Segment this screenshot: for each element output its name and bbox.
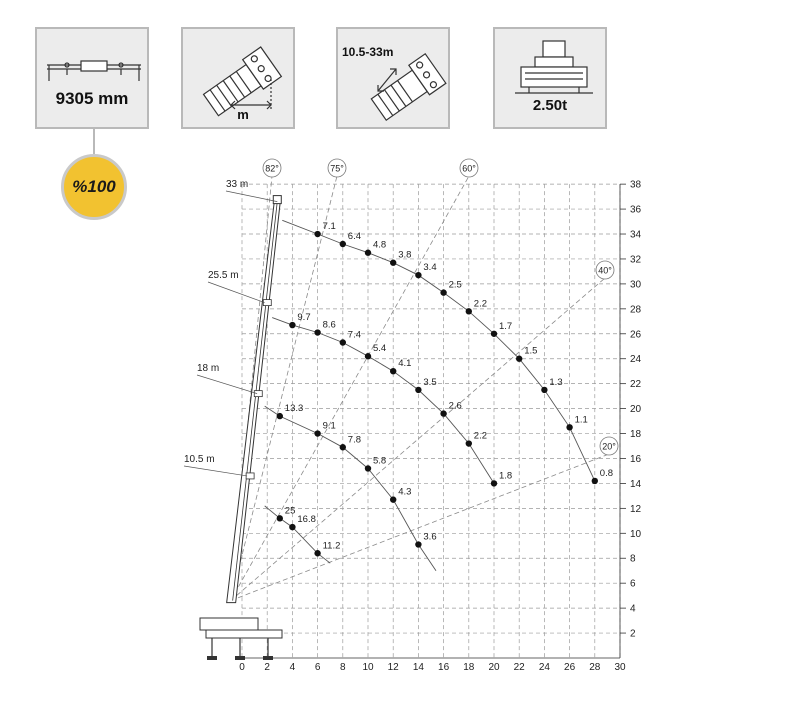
load-value-label: 5.4	[373, 343, 387, 355]
x-tick-label: 20	[488, 662, 500, 673]
load-value-label: 2.2	[473, 430, 488, 442]
load-point	[466, 308, 472, 314]
load-point	[415, 387, 421, 393]
y-tick-label: 24	[630, 354, 642, 366]
boom-length-leader	[208, 282, 265, 303]
load-point	[440, 289, 446, 295]
load-value-label: 2.6	[448, 400, 462, 412]
load-value-label: 1.8	[499, 470, 513, 482]
angle-label: 40°	[598, 265, 612, 276]
y-tick-label: 10	[630, 528, 642, 540]
load-point	[277, 515, 283, 521]
y-tick-label: 8	[630, 553, 636, 565]
y-tick-label: 20	[630, 404, 642, 416]
load-point	[314, 231, 320, 237]
angle-label: 20°	[602, 441, 616, 452]
load-point	[541, 387, 547, 393]
y-tick-label: 2	[630, 628, 636, 640]
load-value-label: 0.8	[599, 467, 614, 479]
load-point	[390, 368, 396, 374]
x-tick-label: 12	[387, 662, 399, 673]
load-value-label: 3.6	[423, 531, 437, 543]
load-value-label: 3.4	[423, 262, 437, 274]
x-tick-label: 18	[463, 662, 475, 673]
y-tick-label: 26	[630, 329, 642, 341]
crane-boom-inner	[233, 202, 278, 601]
load-value-label: 16.8	[297, 514, 316, 526]
load-point	[340, 444, 346, 450]
load-value-label: 3.8	[398, 249, 412, 261]
load-percentage-badge: %100	[61, 154, 127, 220]
y-tick-label: 18	[630, 429, 642, 441]
jib-unit-label: m	[237, 107, 249, 122]
x-tick-label: 24	[538, 662, 550, 673]
load-point	[516, 356, 522, 362]
y-tick-label: 4	[630, 603, 636, 615]
x-tick-label: 2	[264, 662, 270, 673]
outrigger-pad	[207, 656, 217, 660]
load-value-label: 2.2	[473, 298, 488, 310]
load-value-label: 7.4	[347, 329, 362, 341]
crane-base	[200, 618, 258, 630]
load-point	[415, 541, 421, 547]
load-point	[365, 250, 371, 256]
load-point	[365, 353, 371, 359]
chart-axes	[239, 180, 641, 673]
load-value-label: 9.1	[322, 420, 336, 432]
boom-head	[273, 196, 281, 204]
x-tick-label: 26	[564, 662, 576, 673]
boom-length-leader	[197, 375, 257, 394]
load-value-label: 7.1	[322, 221, 336, 233]
load-value-label: 7.8	[347, 434, 362, 446]
load-point	[415, 272, 421, 278]
load-value-label: 4.1	[398, 358, 412, 370]
x-tick-label: 4	[289, 662, 296, 673]
load-value-label: 8.6	[322, 319, 336, 331]
y-tick-label: 36	[630, 204, 642, 216]
boom-section-joint	[254, 391, 262, 397]
load-point	[340, 339, 346, 345]
crane-drawing	[184, 179, 282, 660]
load-point	[365, 465, 371, 471]
x-tick-label: 14	[412, 662, 424, 673]
load-point	[340, 241, 346, 247]
boom-length-label: 25.5 m	[208, 270, 239, 281]
y-tick-label: 28	[630, 304, 642, 316]
boom-length-label: 10.5 m	[184, 454, 215, 465]
load-value-label: 11.2	[322, 540, 341, 552]
load-point	[491, 480, 497, 486]
load-value-label: 6.4	[347, 230, 362, 242]
load-point	[466, 440, 472, 446]
load-value-label: 9.7	[297, 312, 311, 324]
load-point	[390, 496, 396, 502]
x-tick-label: 6	[314, 662, 321, 673]
angle-label: 82°	[265, 163, 279, 174]
load-value-label: 3.5	[423, 376, 437, 388]
load-point	[289, 524, 295, 530]
x-tick-label: 28	[589, 662, 601, 673]
load-value-label: 1.1	[574, 414, 588, 426]
boom-length-leader	[184, 466, 247, 476]
chart-grid	[242, 184, 620, 658]
y-tick-label: 16	[630, 453, 642, 465]
angle-line	[231, 176, 337, 601]
load-point	[314, 329, 320, 335]
crane-boom	[227, 202, 281, 603]
load-value-label: 5.8	[373, 455, 387, 467]
load-value-label: 2.5	[448, 279, 462, 291]
load-point	[491, 331, 497, 337]
boom-section-joint	[246, 473, 254, 479]
outrigger-width-value: 9305 mm	[55, 89, 129, 108]
y-tick-label: 34	[630, 229, 642, 241]
x-tick-label: 10	[362, 662, 374, 673]
load-value-label: 1.7	[499, 320, 513, 332]
load-value-label: 4.8	[373, 239, 387, 251]
load-value-label: 25	[284, 505, 296, 517]
load-points	[277, 221, 613, 556]
load-value-label: 4.3	[398, 486, 412, 498]
load-value-label: 1.3	[549, 376, 563, 388]
load-point	[440, 410, 446, 416]
load-point	[289, 322, 295, 328]
load-curve	[282, 220, 595, 481]
x-tick-label: 0	[239, 662, 245, 673]
x-tick-label: 16	[438, 662, 450, 673]
y-tick-label: 6	[630, 578, 636, 590]
y-tick-label: 38	[630, 179, 642, 191]
x-tick-label: 22	[513, 662, 525, 673]
y-tick-label: 32	[630, 254, 642, 266]
load-point	[390, 260, 396, 266]
load-point	[277, 413, 283, 419]
x-tick-label: 30	[614, 662, 626, 673]
load-point	[314, 550, 320, 556]
load-point	[592, 478, 598, 484]
crane-chassis	[206, 630, 282, 638]
angle-line	[231, 454, 609, 601]
angle-label: 60°	[462, 163, 476, 174]
load-value-label: 1.5	[524, 345, 538, 357]
x-tick-label: 8	[340, 662, 346, 673]
load-point	[314, 430, 320, 436]
load-point	[566, 424, 572, 430]
y-tick-label: 12	[630, 503, 642, 515]
angle-line	[231, 278, 605, 601]
y-tick-label: 22	[630, 379, 642, 391]
y-tick-label: 30	[630, 279, 642, 291]
y-tick-label: 14	[630, 478, 642, 490]
boom-range-value: 10.5-33m	[342, 45, 394, 59]
load-value-label: 13.3	[284, 403, 304, 415]
counterweight-value: 2.50t	[532, 97, 568, 114]
angle-label: 75°	[330, 163, 344, 174]
boom-length-label: 33 m	[226, 179, 249, 190]
boom-length-leader	[226, 191, 277, 202]
boom-length-label: 18 m	[197, 363, 220, 374]
